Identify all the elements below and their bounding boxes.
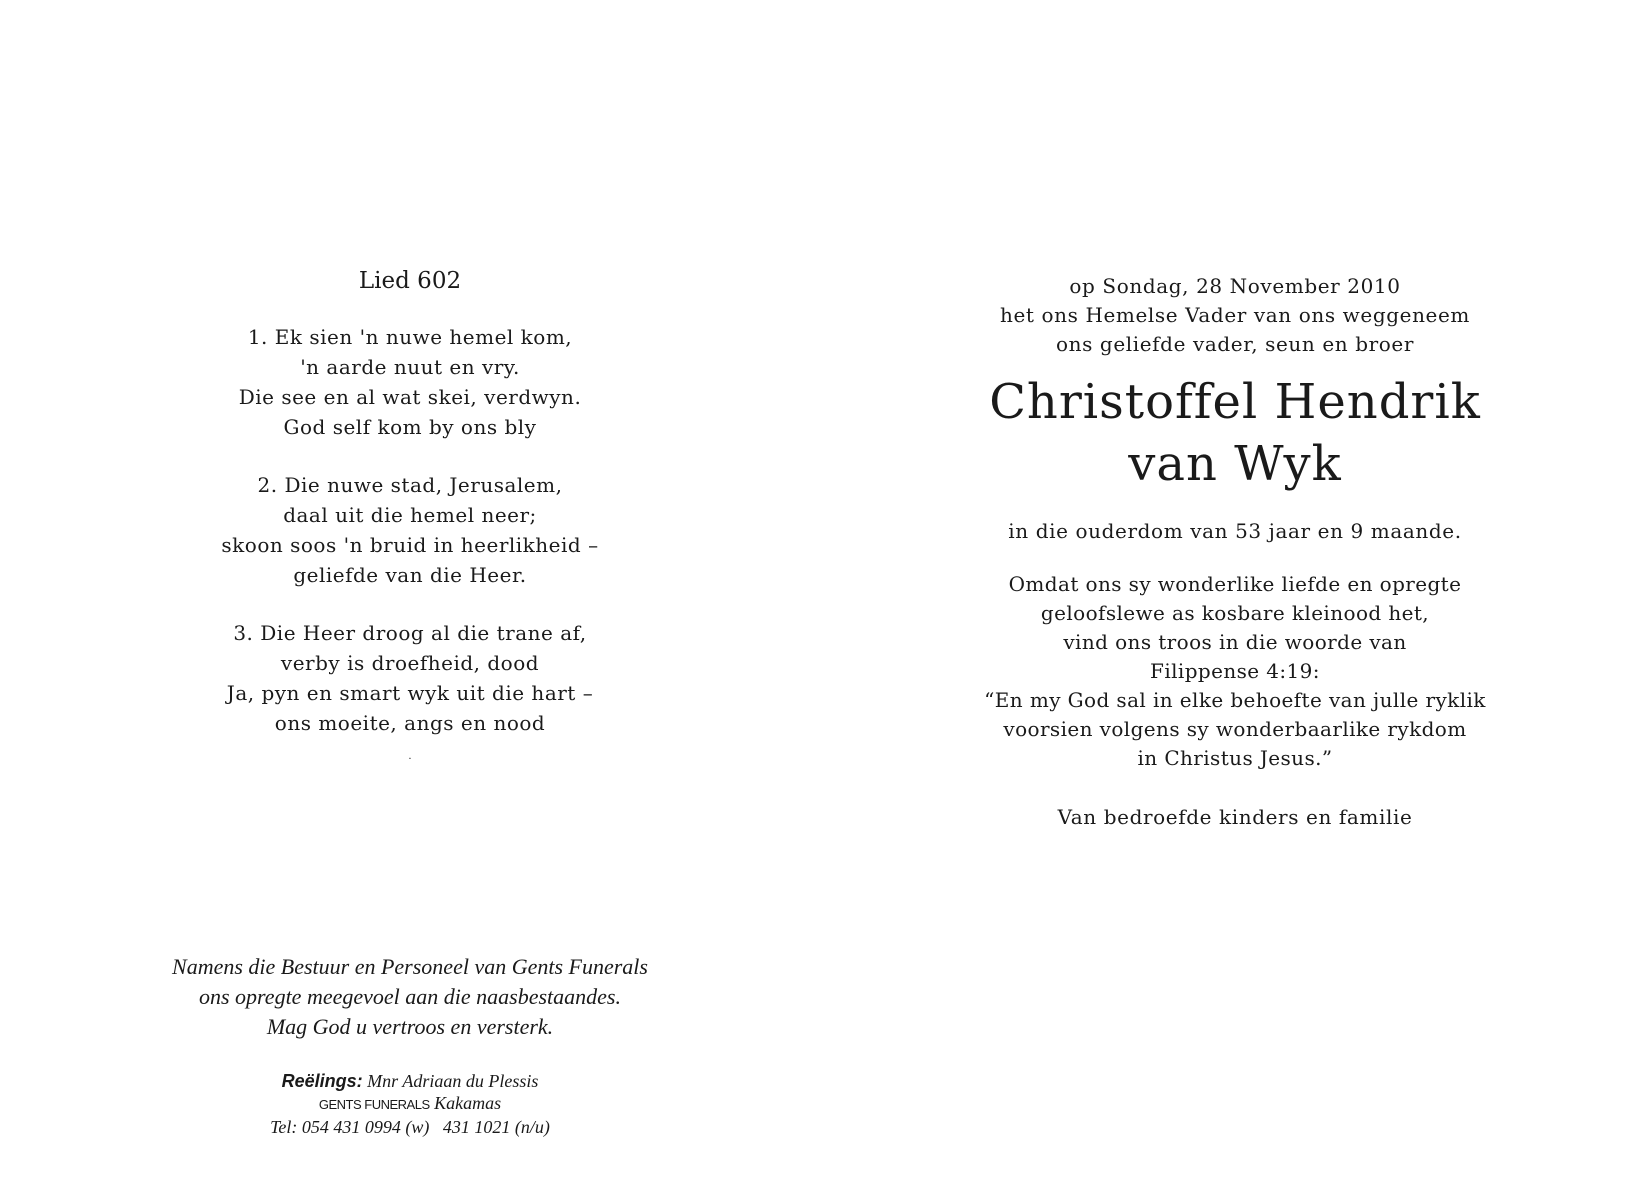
- verse-line: Die see en al wat skei, verdwyn.: [238, 385, 582, 409]
- hymn-verse-2: [150, 470, 670, 590]
- verse-line: Ja, pyn en smart wyk uit die hart –: [226, 681, 594, 705]
- condolence-line: ons opregte meegevoel aan die naasbestaandes.: [199, 984, 621, 1009]
- name-line: Christoffel Hendrik: [989, 374, 1481, 430]
- verse-line: 3. Die Heer droog al die trane af,: [233, 621, 587, 645]
- hymn-title: Lied 602: [358, 268, 462, 294]
- arrangements-block: [150, 1070, 670, 1138]
- tribute-line: Omdat ons sy wonderlike liefde en opregte: [1008, 572, 1462, 596]
- hymn-panel: [150, 268, 670, 762]
- verse-line: God self kom by ons bly: [283, 415, 537, 439]
- verse-line: 2. Die nuwe stad, Jerusalem,: [257, 473, 563, 497]
- verse-line: skoon soos 'n bruid in heerlikheid –: [221, 533, 599, 557]
- end-mark: .: [408, 751, 412, 762]
- hymn-verse-1: [150, 322, 670, 442]
- funeral-home-footer: [150, 952, 670, 1138]
- tribute-line: voorsien volgens sy wonderbaarlike rykdom: [1003, 717, 1467, 741]
- condolence-message: [150, 952, 670, 1042]
- tribute-line: vind ons troos in die woorde van: [1063, 630, 1407, 654]
- notice-intro: [950, 272, 1520, 359]
- verse-line: 'n aarde nuut en vry.: [300, 355, 520, 379]
- tribute-line: geloofslewe as kosbare kleinood het,: [1040, 601, 1430, 625]
- age-line: in die ouderdom van 53 jaar en 9 maande.: [1008, 519, 1462, 543]
- verse-line: verby is droefheid, dood: [280, 651, 540, 675]
- verse-line: daal uit die hemel neer;: [283, 503, 537, 527]
- funeral-home-brand: GENTS FUNERALS: [318, 1097, 430, 1112]
- condolence-line: Mag God u vertroos en versterk.: [266, 1014, 554, 1039]
- funeral-home-town: Kakamas: [434, 1093, 502, 1113]
- intro-line: op Sondag, 28 November 2010: [1069, 274, 1401, 298]
- arrangements-line: [150, 1070, 670, 1092]
- intro-line: ons geliefde vader, seun en broer: [1055, 332, 1415, 356]
- tribute-line: “En my God sal in elke behoefte van julle ryklik: [984, 688, 1486, 712]
- name-line: van Wyk: [1128, 436, 1342, 492]
- verse-line: ons moeite, angs en nood: [274, 711, 546, 735]
- condolence-line: Namens die Bestuur en Personeel van Gents Funerals: [172, 954, 648, 979]
- family-signoff: Van bedroefde kinders en familie: [1057, 805, 1413, 829]
- arrangements-contact: Mnr Adriaan du Plessis: [367, 1071, 539, 1091]
- tribute-line: Filippense 4:19:: [1150, 659, 1320, 683]
- telephone-line: Tel: 054 431 0994 (w) 431 1021 (n/u): [270, 1117, 550, 1137]
- hymn-verse-3: [150, 618, 670, 738]
- arrangements-label: Reëlings:: [281, 1071, 363, 1091]
- tribute-line: in Christus Jesus.”: [1137, 746, 1333, 770]
- deceased-name: [950, 371, 1520, 495]
- verse-line: geliefde van die Heer.: [293, 563, 527, 587]
- verse-line: 1. Ek sien 'n nuwe hemel kom,: [247, 325, 573, 349]
- intro-line: het ons Hemelse Vader van ons weggeneem: [1000, 303, 1470, 327]
- notice-panel: [950, 272, 1520, 832]
- tribute-text: [950, 570, 1520, 773]
- funeral-home-line: [150, 1092, 670, 1116]
